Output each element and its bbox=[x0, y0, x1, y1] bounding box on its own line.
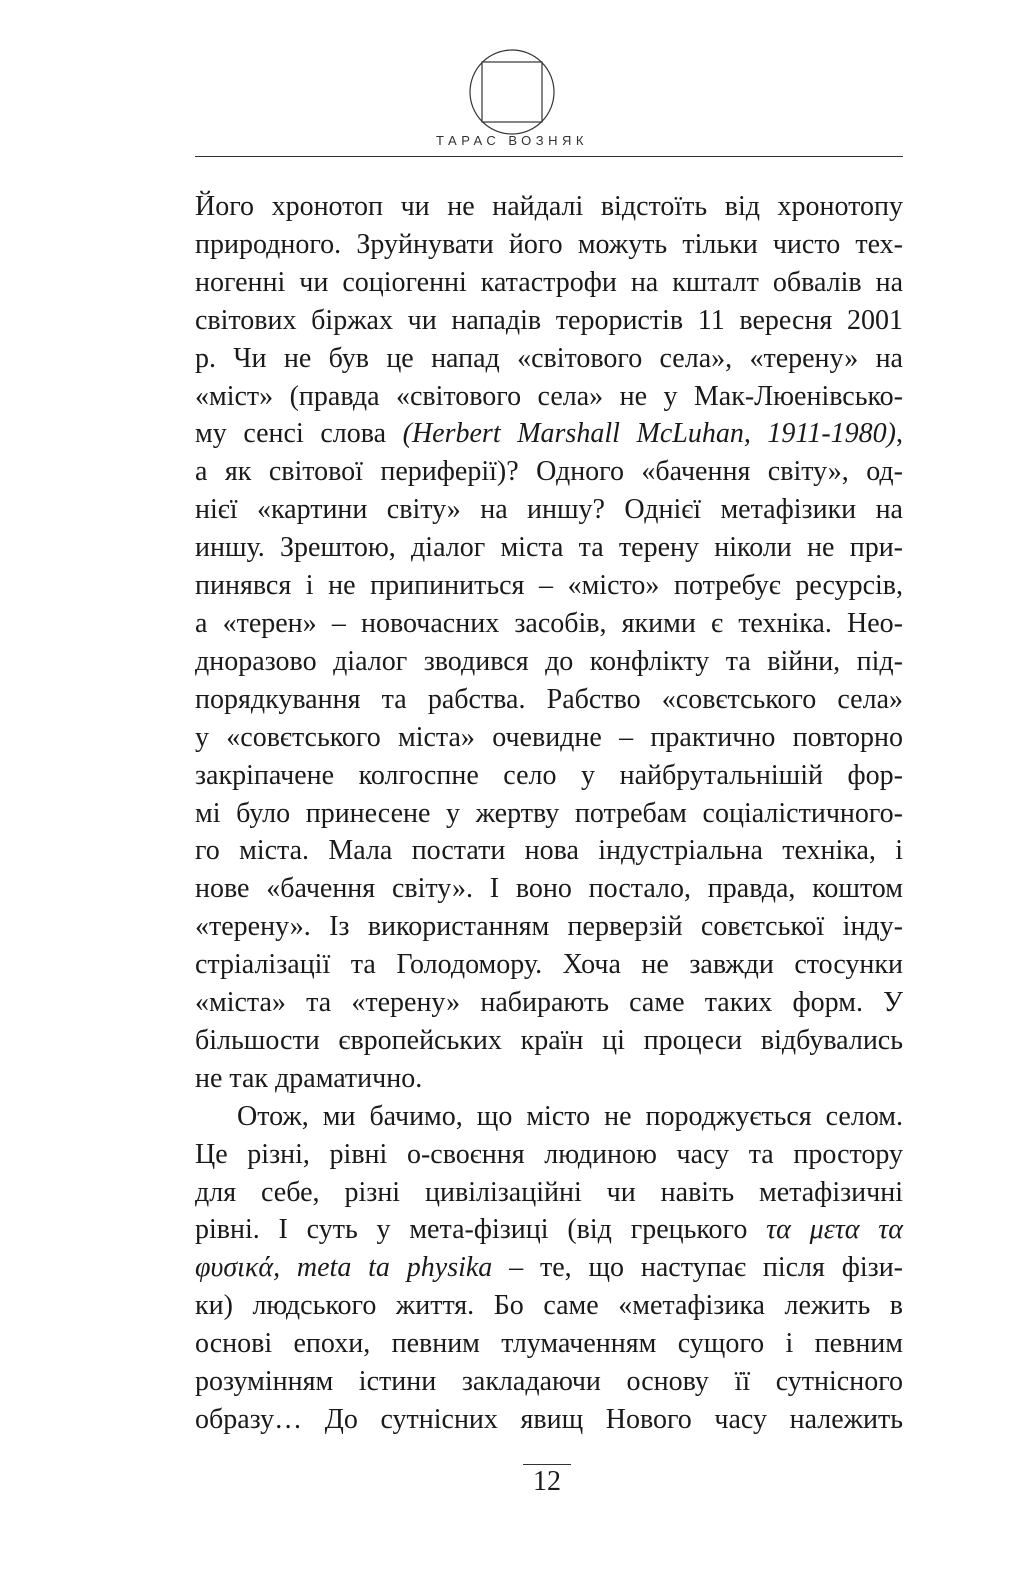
italic-citation: (Herbert Marshall McLuhan, 1911-1980) bbox=[402, 418, 896, 450]
header-rule bbox=[195, 156, 903, 157]
text-line: для себе, різні цивілізаційні чи навіть метафізичні bbox=[195, 1176, 903, 1208]
text-line: мі було принесене у жертву потребам соціалістичного- bbox=[195, 797, 903, 829]
text-line: Це різні, рівні о-своєння людиною часу та простору bbox=[195, 1138, 903, 1170]
text-line: закріпачене колгоспне село у найбрутальнішій фор- bbox=[195, 759, 903, 791]
text-line: ногенні чи соціогенні катастрофи на кшталт обвалів на bbox=[195, 266, 903, 298]
text-line: світових біржах чи нападів терористів 11 вересня 2001 bbox=[195, 304, 903, 336]
text-line: а «терен» – новочасних засобів, якими є техніка. Нео- bbox=[195, 607, 903, 639]
text-line: нове «бачення світу». І воно постало, правда, коштом bbox=[195, 873, 903, 905]
text-line: го міста. Мала постати нова індустріальна техніка, і bbox=[195, 835, 903, 867]
folio-rule bbox=[523, 1464, 571, 1465]
text-line: стріалізації та Голодомору. Хоча не завжди стосунки bbox=[195, 949, 903, 981]
body-text bbox=[195, 188, 903, 1439]
paragraph-2 bbox=[195, 1098, 903, 1439]
text-line: ки) людського життя. Бо саме «метафізика лежить в bbox=[195, 1290, 903, 1322]
text-line bbox=[195, 415, 903, 453]
text-line: більшости європейських країн ці процеси відбувались bbox=[195, 1024, 903, 1056]
greek-term: τα μετα τα bbox=[766, 1214, 903, 1246]
text-segment: рівні. І суть у мета-фізиці (від грецького bbox=[195, 1214, 767, 1246]
text-line: розумінням істини закладаючи основу її сутнісного bbox=[195, 1366, 903, 1398]
text-segment: , bbox=[896, 418, 903, 450]
text-line: основі епохи, певним тлумаченням сущого і певним bbox=[195, 1328, 903, 1360]
text-line: образу… До сутнісних явищ Нового часу належить bbox=[195, 1404, 903, 1435]
text-line: р. Чи не був це напад «світового села», «терену» на bbox=[195, 342, 903, 374]
text-line: порядкування та рабства. Рабство «совєтського села» bbox=[195, 683, 903, 715]
text-line bbox=[195, 1211, 903, 1249]
text-line: а як світової периферії)? Одного «бачення світу», од- bbox=[195, 456, 903, 488]
text-line bbox=[195, 1249, 903, 1287]
paragraph-1 bbox=[195, 188, 903, 1098]
text-line: Його хронотоп чи не найдалі відстоїть від хронотопу bbox=[195, 191, 903, 222]
text-line: Отож, ми бачимо, що місто не породжується селом. bbox=[237, 1100, 903, 1132]
text-line: природного. Зруйнувати його можуть тільки чисто тех- bbox=[195, 228, 903, 260]
text-line: не так драматично. bbox=[195, 1062, 423, 1094]
text-line: нієї «картини світу» на иншу? Однієї метафізики на bbox=[195, 494, 903, 526]
running-header-author: ТАРАС ВОЗНЯК bbox=[436, 133, 588, 148]
text-line: пинявся і не припиниться – «місто» потребує ресурсів, bbox=[195, 570, 903, 602]
text-line: «терену». Із використанням перверзій совєтської інду- bbox=[195, 911, 903, 943]
circle-square-emblem-icon bbox=[466, 46, 558, 138]
text-line: дноразово діалог зводився до конфлікту та війни, під- bbox=[195, 645, 903, 677]
page-number: 12 bbox=[533, 1466, 561, 1497]
text-segment: му сенсі слова bbox=[195, 418, 403, 450]
text-line: «міста» та «терену» набирають саме таких форм. У bbox=[195, 987, 903, 1019]
text-line: у «совєтського міста» очевидне – практично повторно bbox=[195, 721, 903, 753]
text-line: «міст» (правда «світового села» не у Мак-Люенівсько- bbox=[195, 380, 903, 412]
greek-transliteration: φυσικά, meta ta physika bbox=[195, 1252, 493, 1284]
text-line: иншу. Зрештою, діалог міста та терену ніколи не при- bbox=[195, 532, 903, 564]
text-segment: – те, що наступає після фізи- bbox=[492, 1252, 903, 1284]
